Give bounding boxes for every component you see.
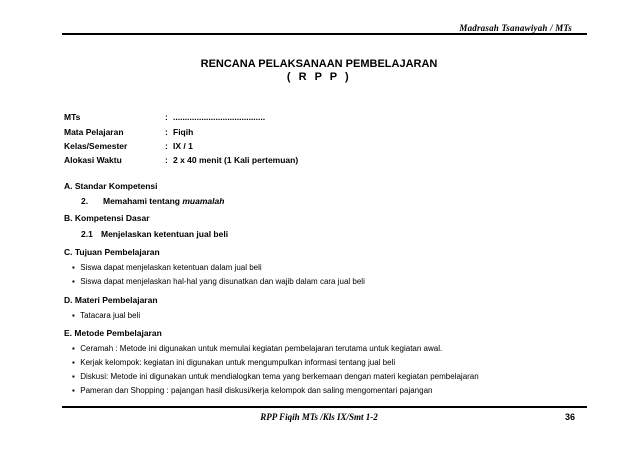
item-number: 2.1: [81, 229, 93, 239]
identity-value: IX / 1: [173, 141, 193, 151]
page-number: 36: [564, 412, 575, 422]
list-item-text: Pameran dan Shopping : pajangan hasil diskusi/kerja kelompok dan saling mengomentari pajangan: [80, 386, 433, 395]
header-school: Madrasah Tsanawiyah / MTs: [459, 23, 572, 33]
bullet-icon: ▪: [72, 386, 75, 395]
document-subtitle: ( R P P ): [286, 71, 352, 83]
section-b-item: [81, 229, 228, 239]
section-a-heading: A. Standar Kompetensi: [64, 181, 158, 191]
bullet-icon: ▪: [72, 277, 75, 286]
identity-value: 2 x 40 menit (1 Kali pertemuan): [173, 155, 299, 165]
list-item-text: Tatacara jual beli: [80, 311, 141, 320]
list-item: [72, 358, 395, 367]
bullet-icon: ▪: [72, 372, 75, 381]
item-text-emphasis: muamalah: [182, 196, 225, 206]
identity-colon: :: [165, 127, 168, 137]
list-item-text: Kerjak kelompok: kegiatan ini digunakan untuk mengumpulkan informasi tentang jual beli: [80, 358, 396, 367]
bullet-icon: ▪: [72, 263, 75, 272]
section-e-heading: E. Metode Pembelajaran: [64, 328, 162, 338]
bullet-icon: ▪: [72, 311, 75, 320]
section-d-heading: D. Materi Pembelajaran: [64, 295, 158, 305]
list-item: [72, 344, 442, 353]
item-number: 2.: [81, 196, 89, 206]
section-c-heading: C. Tujuan Pembelajaran: [64, 247, 160, 257]
list-item-text: Siswa dapat menjelaskan ketentuan dalam jual beli: [80, 263, 262, 272]
identity-colon: :: [165, 112, 168, 122]
identity-value: .......................................: [173, 112, 266, 122]
bullet-icon: ▪: [72, 344, 75, 353]
identity-colon: :: [165, 141, 168, 151]
list-item: [72, 311, 140, 320]
list-item: [72, 277, 365, 286]
identity-colon: :: [165, 155, 168, 165]
section-b-heading: B. Kompetensi Dasar: [64, 213, 150, 223]
footer-title: RPP Fiqih MTs /Kls IX/Smt 1-2: [260, 412, 378, 422]
identity-label: Mata Pelajaran: [64, 127, 124, 137]
list-item: [72, 386, 432, 395]
identity-label: Alokasi Waktu: [64, 155, 122, 165]
identity-label: Kelas/Semester: [64, 141, 128, 151]
list-item-text: Siswa dapat menjelaskan hal-hal yang disunatkan dan wajib dalam cara jual beli: [80, 277, 365, 286]
identity-value: Fiqih: [173, 127, 194, 137]
list-item: [72, 263, 262, 272]
list-item: [72, 372, 479, 381]
list-item-text: Diskusi: Metode ini digunakan untuk mendialogkan tema yang berkemaan dengan materi kegiatan pembelajaran: [80, 372, 479, 381]
footer-rule: [62, 406, 587, 408]
bullet-icon: ▪: [72, 358, 75, 367]
identity-label: MTs: [64, 112, 81, 122]
item-text: Memahami tentang: [103, 196, 183, 206]
document-title: RENCANA PELAKSANAAN PEMBELAJARAN: [200, 58, 438, 70]
item-text: Menjelaskan ketentuan jual beli: [101, 229, 229, 239]
header-rule: [62, 33, 587, 35]
list-item-text: Ceramah : Metode ini digunakan untuk memulai kegiatan pembelajaran terutama untuk kegiatan awal.: [80, 344, 443, 353]
section-a-item: [81, 196, 224, 206]
